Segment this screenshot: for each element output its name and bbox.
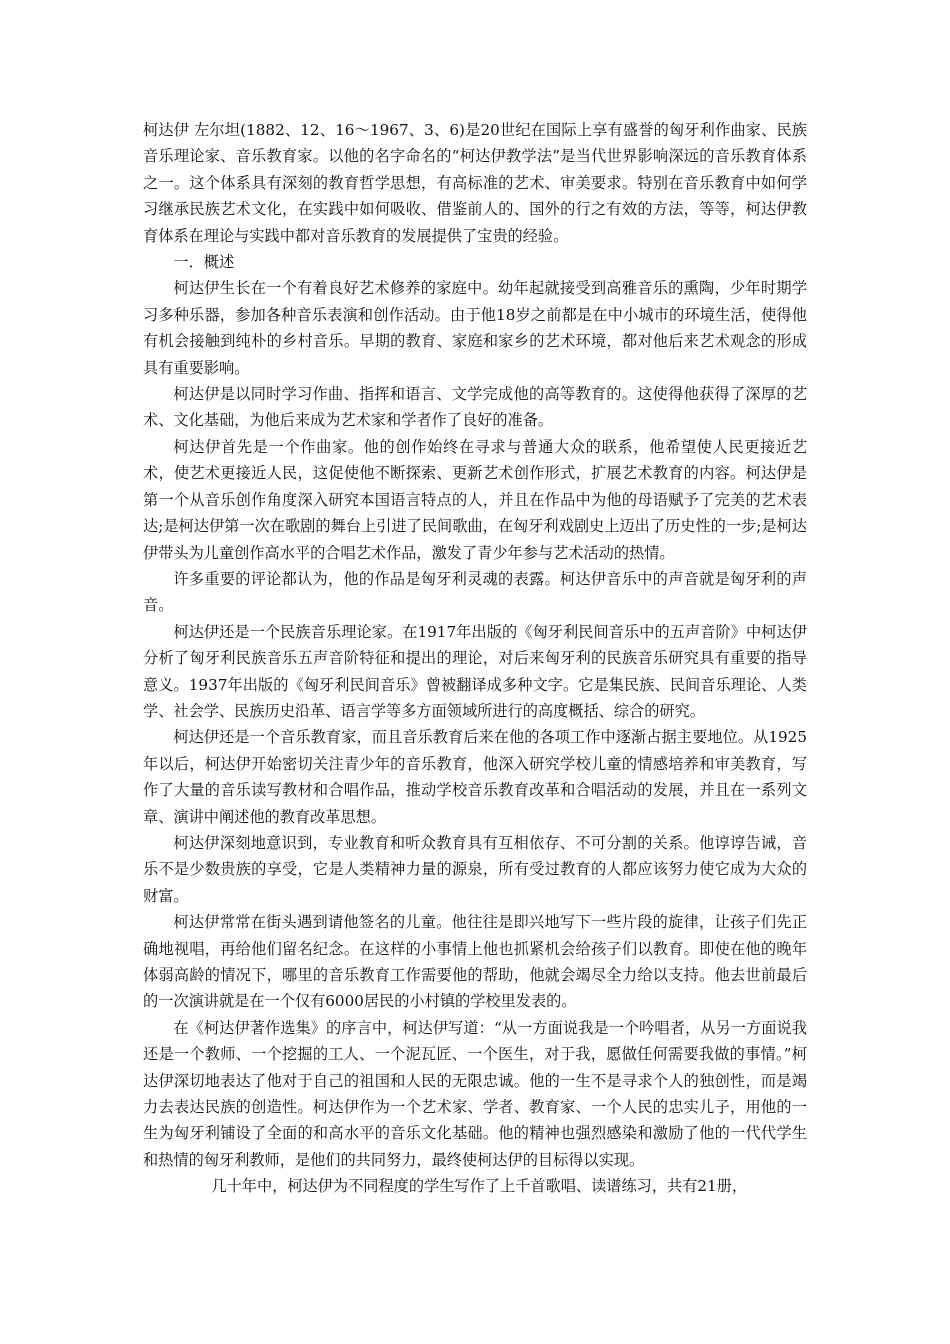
paragraph-theorist: 柯达伊还是一个民族音乐理论家。在1917年出版的《匈牙利民间音乐中的五声音阶》中柯达伊分析了匈牙利民族音乐五声音阶特征和提出的理论，对后来匈牙利的民族音乐研究具有重要的指导意义。1937年出版的《匈牙利民间音乐》曾被翻译成多种文字。它是集民族、民间音乐理论、人类学、社会学、民族历史沿革、语言学等多方面领域所进行的高度概括、综合的研究。 — [143, 622, 807, 720]
paragraph-upbringing: 柯达伊生长在一个有着良好艺术修养的家庭中。幼年起就接受到高雅音乐的熏陶，少年时期学习多种乐器，参加各种音乐表演和创作活动。由于他18岁之前都是在中小城市的环境生活，使得他有机会接触到纯朴的乡村音乐。早期的教育、家庭和家乡的艺术环境，都对他后来艺术观念的形成具有重要影响。 — [143, 279, 807, 377]
paragraph-children: 柯达伊常常在街头遇到请他签名的儿童。他往往是即兴地写下一些片段的旋律，让孩子们先正确地视唱，再给他们留名纪念。在这样的小事情上他也抓紧机会给孩子们以教育。即使在他的晚年体弱高龄的情况下，哪里的音乐教育工作需要他的帮助，他就会竭尽全力给以支持。他去世前最后的一次演讲就是在一个仅有6000居民的小村镇的学校里发表的。 — [143, 913, 807, 1011]
paragraph-public-education: 柯达伊深刻地意识到，专业教育和听众教育具有互相依存、不可分割的关系。他谆谆告诫，音乐不是少数贵族的享受，它是人类精神力量的源泉，所有受过教育的人都应该努力使它成为大众的财富。 — [143, 833, 807, 905]
paragraph-education: 柯达伊是以同时学习作曲、指挥和语言、文学完成他的高等教育的。这使得他获得了深厚的艺术、文化基础，为他后来成为艺术家和学者作了良好的准备。 — [143, 385, 807, 430]
paragraph-exercises: 几十年中，柯达伊为不同程度的学生写作了上千首歌唱、读谱练习，共有21册， — [211, 1177, 748, 1196]
section-heading: 一．概述 — [173, 253, 235, 272]
paragraph-preface: 在《柯达伊著作选集》的序言中，柯达伊写道：“从一方面说我是一个吟唱者，从另一方面说我还是一个教师、一个挖掘的工人、一个泥瓦匠、一个医生，对于我，愿做任何需要我做的事情。”柯达伊深切地表达了他对于自己的祖国和人民的无限忠诚。他的一生不是寻求个人的独创性，而是竭力去表达民族的创造性。柯达伊作为一个艺术家、学者、教育家、一个人民的忠实儿子，用他的一生为匈牙利铺设了全面的和高水平的音乐文化基础。他的精神也强烈感染和激励了他的一代代学生和热情的匈牙利教师，是他们的共同努力，最终使柯达伊的目标得以实现。 — [143, 1018, 807, 1169]
paragraph-composer: 柯达伊首先是一个作曲家。他的创作始终在寻求与普通大众的联系，他希望使人民更接近艺术，使艺术更接近人民，这促使他不断探索、更新艺术创作形式，扩展艺术教育的内容。柯达伊是第一个从音乐创作角度深入研究本国语言特点的人，并且在作品中为他的母语赋予了完美的艺术表达;是柯达伊第一次在歌剧的舞台上引进了民间歌曲，在匈牙利戏剧史上迈出了历史性的一步;是柯达伊带头为儿童创作高水平的合唱艺术作品，激发了青少年参与艺术活动的热情。 — [143, 437, 807, 562]
document-body — [143, 117, 807, 1200]
paragraph-reviews: 许多重要的评论都认为，他的作品是匈牙利灵魂的表露。柯达伊音乐中的声音就是匈牙利的声音。 — [143, 569, 807, 615]
paragraph-educator: 柯达伊还是一个音乐教育家，而且音乐教育后来在他的各项工作中逐渐占据主要地位。从1925年以后，柯达伊开始密切关注青少年的音乐教育，他深入研究学校儿童的情感培养和审美教育，写作了大量的音乐读写教材和合唱作品，推动学校音乐教育改革和合唱活动的发展，并且在一系列文章、演讲中阐述他的教育改革思想。 — [143, 728, 807, 826]
intro-paragraph: 柯达伊 左尔坦(1882、12、16～1967、3、6)是20世纪在国际上享有盛誉的匈牙利作曲家、民族音乐理论家、音乐教育家。以他的名字命名的“柯达伊教学法”是当代世界影响深远的音乐教育体系之一。这个体系具有深刻的教育哲学思想，有高标准的艺术、审美要求。特别在音乐教育中如何学习继承民族艺术文化，在实践中如何吸收、借鉴前人的、国外的行之有效的方法，等等，柯达伊教育体系在理论与实践中都对音乐教育的发展提供了宝贵的经验。 — [143, 121, 807, 245]
